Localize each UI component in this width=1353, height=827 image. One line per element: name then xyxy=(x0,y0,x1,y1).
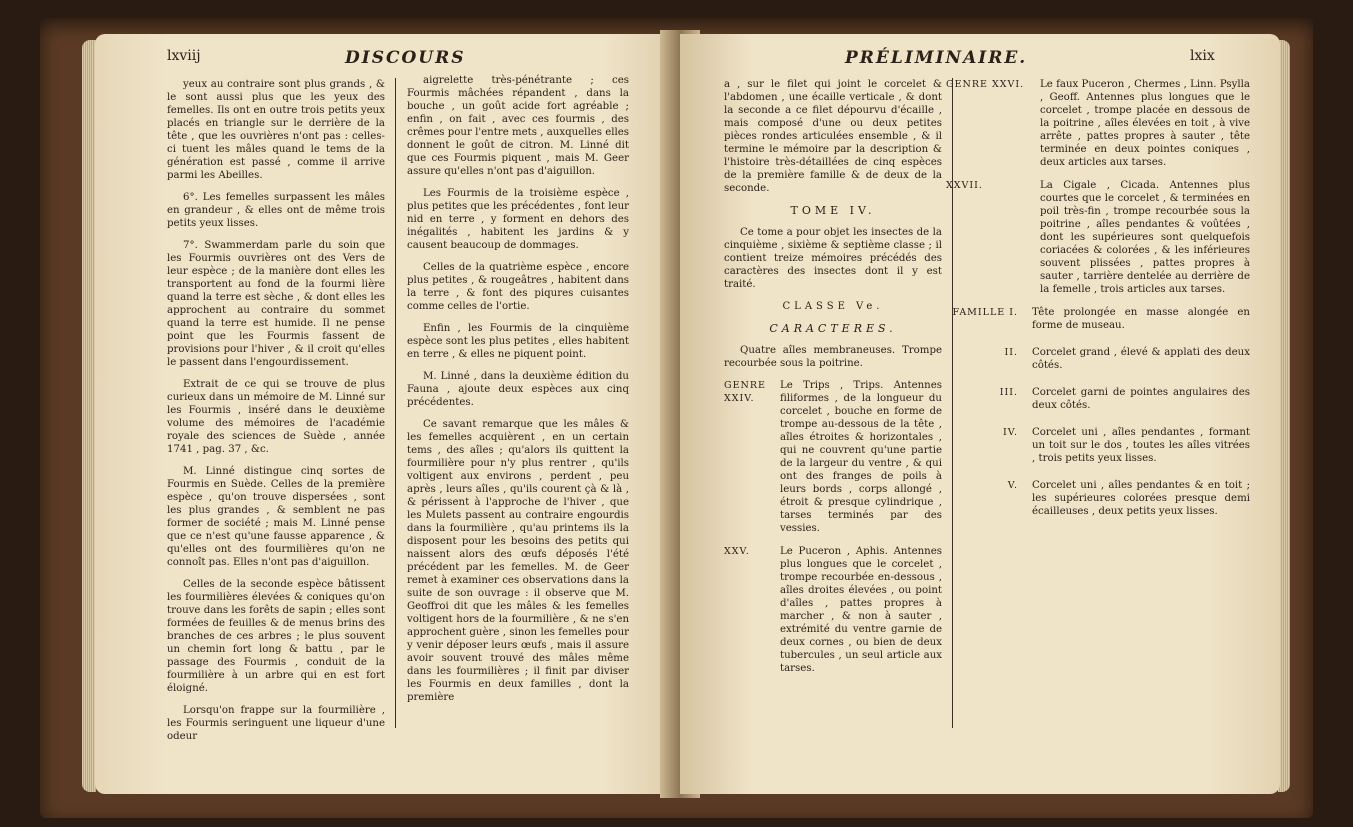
genre-text: Le Puceron , Aphis. Antennes plus longues que le corcelet , trompe recourbée en-dessous , aîles droites élevées , ou point d'aîles , pattes propres à marcher , & non à sauter , extrémité du ventre garnie de deux cornes , ou bien de deux tubercules , un seul article aux tarses. xyxy=(780,546,942,674)
genre-text: Le faux Puceron , Chermes , Linn. Psylla , Geoff. Antennes plus longues que le corcelet , trompe placée en dessous de la poitrine , aîles élevées en toit , à vive arrête , pattes propres à sauter , tête terminée en deux pointes coniques , deux articles aux tarses. xyxy=(1040,79,1250,168)
tome-paragraph: Ce tome a pour objet les insectes de la cinquième , sixième & septième classe ; il contient treize mémoires précédés des caractères des insectes dont il y est traité. xyxy=(724,227,942,290)
genre-entry xyxy=(946,179,1250,296)
paragraph: 7°. Swammerdam parle du soin que les Fourmis ouvrières ont des Vers de leur espèce ; de la manière dont elles les transportent au fond de la fourmi lière quand la terre est sèche , & dont elles les approchent au contraire du sommet quand la terre est humide. Il ne pense point que les Fourmis fassent de provisions pour l'hiver , & il croit qu'elles le passent dans l'engourdissement. xyxy=(167,240,385,368)
left-page-number: lxviij xyxy=(167,48,201,64)
fam-entry xyxy=(936,426,1250,465)
fam-entry xyxy=(936,306,1250,332)
genre-text: Le Trips , Trips. Antennes filiformes , de la longueur du corcelet , bouche en forme de trompe au-dessous de la tête , aîles étroites & horizontales , qui ne couvrent qu'une partie de la largeur du ventre , & qui ont des franges de poils à leurs bords , corps allongé , étroit & presque cylindrique , tarses terminés par des vessies. xyxy=(780,380,942,534)
paragraph: Ce savant remarque que les mâles & les femelles acquièrent , en un certain tems , des aîles ; qu'alors ils quittent la fourmilière pour n'y plus rentrer , qu'ils voltigent aux environs , perdent , peu après , leurs aîles , qu'ils courent çà & là , & périssent à l'approche de l'hiver , que les Mulets passent au contraire engourdis dans la fourmilière , qu'au printems ils la disposent pour les besoins des petits qui naissent alors des œufs déposés l'été précédent par les femelles. M. de Geer remet à examiner ces observations dans la suite de son ouvrage : il observe que M. Geoffroi dit que les mâles & les femelles voltigent hors de la fourmilière , & ne s'en approchent guère , sinon les femelles pour y venir déposer leurs œufs , mais il assure avoir souvent trouvé des mâles même dans les fourmilières ; il finit par diviser les Fourmis en deux familles , dont la première xyxy=(407,419,629,703)
fam-text: Corcelet uni , aîles pendantes & en toit ; les supérieures colorées presque demi écailleuses , deux petits yeux lisses. xyxy=(1032,480,1250,517)
tome-heading: TOME IV. xyxy=(790,204,876,217)
paragraph: 6°. Les femelles surpassent les mâles en grandeur , & elles ont de même trois petits yeux lisses. xyxy=(167,192,385,229)
fam-text: Tête prolongée en masse alongée en forme de museau. xyxy=(1032,307,1250,331)
paragraph: Les Fourmis de la troisième espèce , plus petites que les précédentes , font leur nid en terre , y forment en dehors des inégalités , habitent les jardins & y causent beaucoup de dommages. xyxy=(407,188,629,251)
paragraph: M. Linné , dans la deuxième édition du Fauna , ajoute deux espèces aux cinq précédentes. xyxy=(407,371,629,408)
fam-label: V. xyxy=(1007,480,1018,491)
paragraph: aigrelette très-pénétrante ; ces Fourmis mâchées répandent , dans la bouche , un goût acide fort agréable ; enfin , on fait , avec ces fourmis , des crêmes pour l'entre mets , auxquelles elles donnent le goût de citron. M. Linné dit que ces Fourmis piquent , mais M. Geer assure qu'elles n'ont pas d'aiguillon. xyxy=(407,75,629,177)
right-page xyxy=(680,34,1280,794)
fam-label: FAMILLE I. xyxy=(952,307,1018,318)
left-column-1 xyxy=(167,78,385,752)
genre-entry xyxy=(724,545,942,675)
left-page xyxy=(95,34,695,794)
paragraph: Extrait de ce qui se trouve de plus curieux dans un mémoire de M. Linné sur les Fourmis , inséré dans le deuxième volume des mémoires de l'académie royale des sciences de Suède , année 1741 , pag. 37 , &c. xyxy=(167,379,385,455)
genre-label: GENRE XXVI. xyxy=(946,79,1025,90)
genre-label: GENRE XXIV. xyxy=(724,380,766,404)
paragraph: Celles de la seconde espèce bâtissent les fourmilières élevées & coniques qu'on trouve dans les forêts de sapin ; elles sont formées de feuilles & de menus brins des branches de ces arbres ; le plus souvent un chemin fort long & battu , par le passage des Fourmis , conduit de la fourmilière à un arbre qui en est fort éloigné. xyxy=(167,579,385,694)
fam-label: III. xyxy=(999,387,1018,398)
right-column-2 xyxy=(946,78,1250,532)
fam-text: Corcelet grand , élevé & applati des deux côtés. xyxy=(1032,347,1250,371)
fam-entry xyxy=(936,386,1250,412)
genre-text: La Cigale , Cicada. Antennes plus courtes que le corcelet , & terminées en poil très-fin , trompe recourbée sous la poitrine , aîles pendantes & voûtées , dont les supérieures sont quelquefois coriacées & colorées , & les inférieures souvent plissées , pattes propres à sauter , tarrière dentelée au derrière de la femelle , trois articles aux tarses. xyxy=(1040,180,1250,295)
paragraph: yeux au contraire sont plus grands , & le sont aussi plus que les yeux des femelles. Ils ont en outre trois petits yeux placés en triangle sur le derrière de la tête , que les ouvrières n'ont pas : celles-ci tuent les mâles quand le tems de la génération est passé , comme il arrive parmi les Abeilles. xyxy=(167,79,385,181)
left-running-title: DISCOURS xyxy=(345,48,466,68)
fam-entry xyxy=(936,479,1250,518)
continuation-paragraph: a , sur le filet qui joint le corcelet & l'abdomen , une écaille verticale , & dont la seconde a ce filet dépourvu d'écaille , mais composé d'une ou deux petites pièces rondes articulées ensemble , & il termine le mémoire par la description & l'histoire très-détaillées de cinq espèces de la première famille & de deux de la seconde. xyxy=(724,79,942,194)
fam-entry xyxy=(936,346,1250,372)
familles-list xyxy=(950,306,1250,518)
fam-label: IV. xyxy=(1003,427,1018,438)
column-rule xyxy=(395,78,396,728)
right-running-title: PRÉLIMINAIRE. xyxy=(845,48,1028,68)
genres-list-1 xyxy=(724,379,942,675)
right-column-1 xyxy=(724,78,942,685)
genres-list-2 xyxy=(946,78,1250,296)
paragraph: Enfin , les Fourmis de la cinquième espèce sont les plus petites , elles habitent en terre , & elles ne piquent point. xyxy=(407,323,629,360)
classe-heading: CLASSE Ve. xyxy=(782,301,884,312)
left-page-edges xyxy=(82,40,96,792)
caracteres-paragraph: Quatre aîles membraneuses. Trompe recourbée sous la poitrine. xyxy=(724,345,942,369)
fam-text: Corcelet uni , aîles pendantes , formant un toit sur le dos , toutes les aîles vitrées , trois petits yeux lisses. xyxy=(1032,427,1250,464)
genre-entry xyxy=(724,379,942,535)
genre-label: XXVII. xyxy=(946,180,983,191)
left-column-2 xyxy=(407,74,629,713)
genre-label: XXV. xyxy=(724,546,750,557)
paragraph: M. Linné distingue cinq sortes de Fourmis en Suède. Celles de la première espèce , qu'on trouve dispersées , sont les plus grandes , & semblent ne pas former de société ; mais M. Linné pense que ce n'est qu'une fausse apparence , & qu'elles ont des fourmilières qu'on ne connoît pas. Elles n'ont pas d'aiguillon. xyxy=(167,466,385,568)
paragraph: Celles de la quatrième espèce , encore plus petites , & rougeâtres , habitent dans la terre , & font des piqures cuisantes comme celles de l'ortie. xyxy=(407,262,629,312)
caracteres-heading: CARACTERES. xyxy=(769,322,897,335)
fam-label: II. xyxy=(1004,347,1018,358)
paragraph: Lorsqu'on frappe sur la fourmilière , les Fourmis seringuent une liqueur d'une odeur xyxy=(167,705,385,742)
fam-text: Corcelet garni de pointes angulaires des deux côtés. xyxy=(1032,387,1250,411)
genre-entry xyxy=(946,78,1250,169)
right-page-number: lxix xyxy=(1190,48,1215,64)
